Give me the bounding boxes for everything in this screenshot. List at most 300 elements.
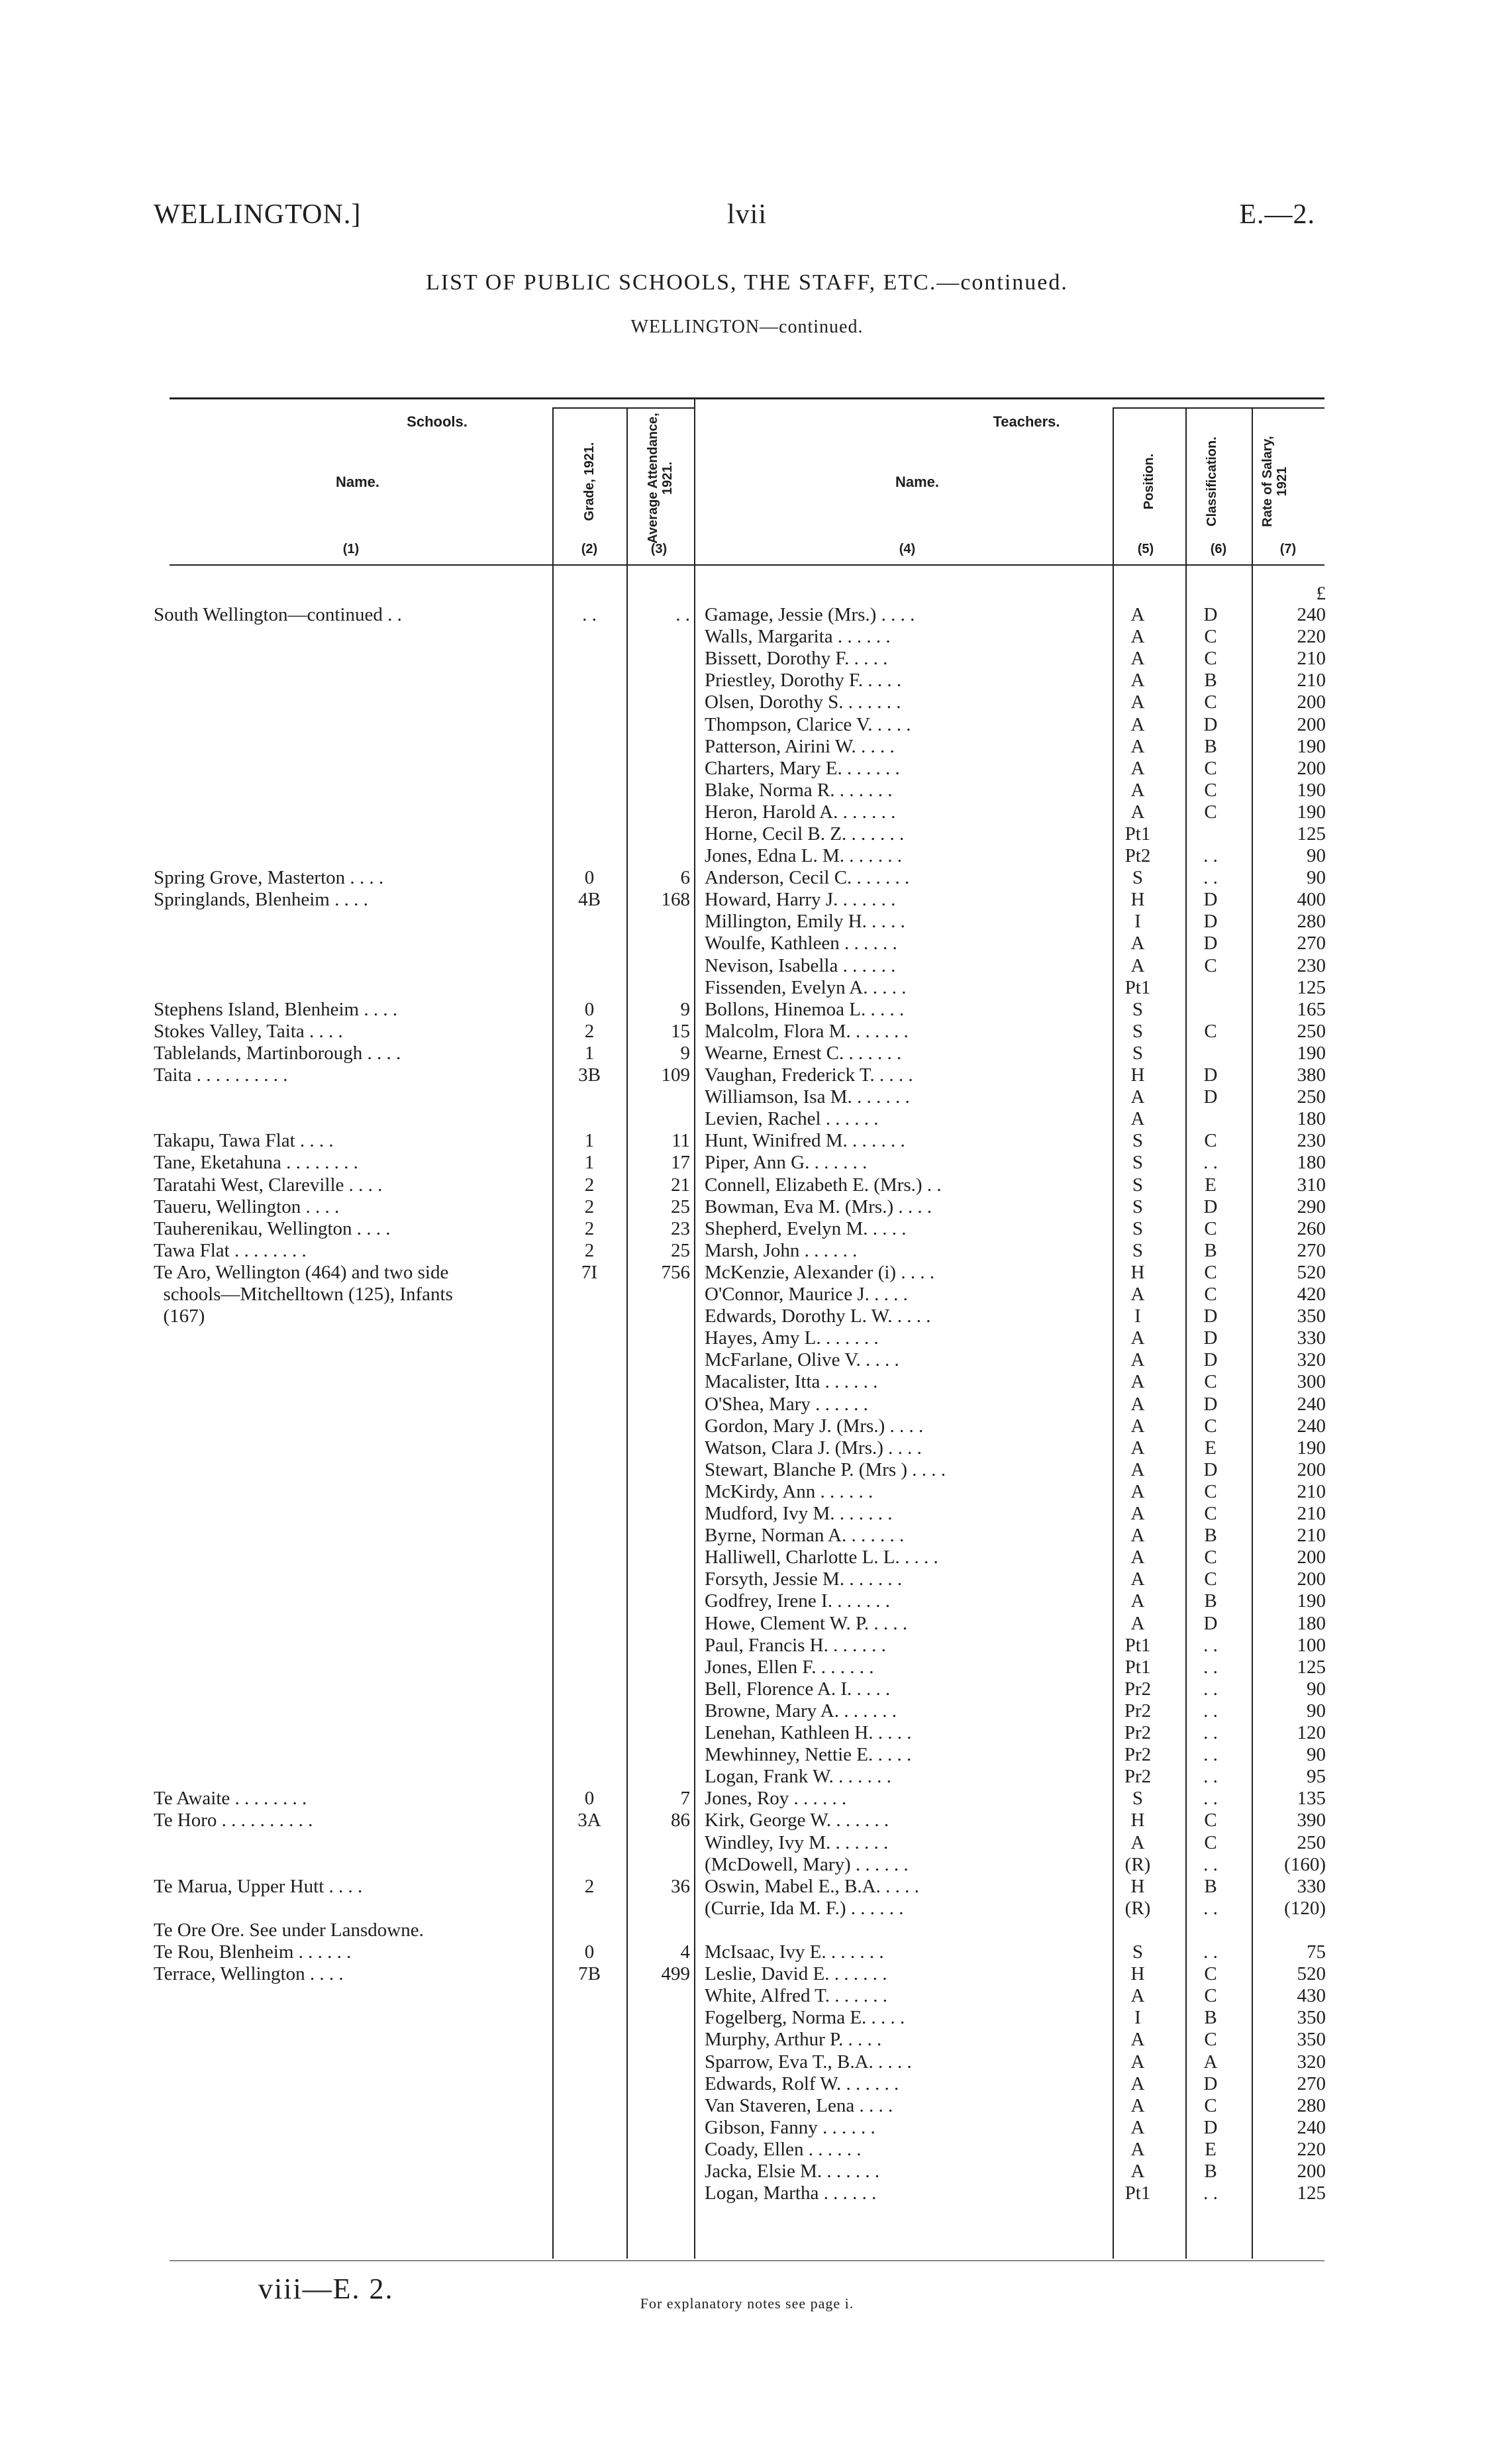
position-cell: Pt1 (1124, 1635, 1151, 1656)
classification-cell: D (1203, 1086, 1218, 1107)
classification-cell: D (1203, 1306, 1218, 1327)
position-cell: A (1130, 1327, 1145, 1349)
school-name: Spring Grove, Masterton . . . . (154, 867, 384, 888)
position-cell: A (1130, 1086, 1145, 1107)
salary-cell: 180 (1297, 1108, 1326, 1129)
teacher-name: Shepherd, Evelyn M. . . . . (705, 1218, 907, 1239)
position-cell: S (1132, 999, 1144, 1020)
salary-cell: 100 (1297, 1635, 1326, 1656)
teacher-name: Oswin, Mabel E., B.A. . . . . (705, 1876, 919, 1897)
running-header-left: WELLINGTON.] (154, 199, 362, 230)
school-name: Taratahi West, Clareville . . . . (154, 1174, 383, 1196)
teacher-name: Hayes, Amy L. . . . . . . (705, 1327, 879, 1349)
teacher-name: Jones, Edna L. M. . . . . . . (705, 845, 903, 866)
classification-cell: . . (1203, 1788, 1218, 1809)
grade-cell: 2 (584, 1876, 595, 1897)
attendance-cell: 6 (680, 867, 690, 888)
classification-cell: B (1204, 1240, 1217, 1261)
classification-cell: . . (1203, 845, 1218, 866)
salary-cell: 180 (1297, 1152, 1326, 1173)
position-cell: A (1130, 1284, 1145, 1305)
grade-cell: . . (582, 604, 597, 625)
classification-cell: . . (1203, 1722, 1218, 1743)
column-number-3: (3) (650, 542, 668, 556)
salary-cell: 260 (1297, 1218, 1326, 1239)
position-cell: H (1130, 1810, 1145, 1831)
position-cell: Pt1 (1124, 977, 1151, 998)
salary-cell: 210 (1297, 1481, 1326, 1502)
salary-cell: 390 (1297, 1810, 1326, 1831)
teacher-name: Fissenden, Evelyn A. . . . . (705, 977, 907, 998)
teacher-name: Walls, Margarita . . . . . . (705, 626, 891, 647)
attendance-cell: 109 (661, 1064, 690, 1086)
teacher-name: Byrne, Norman A. . . . . . . (705, 1525, 905, 1546)
attendance-cell: 86 (671, 1810, 690, 1831)
teacher-name: Stewart, Blanche P. (Mrs ) . . . . (705, 1459, 946, 1480)
school-name: Te Aro, Wellington (464) and two side (154, 1262, 449, 1283)
teacher-name: McKirdy, Ann . . . . . . (705, 1481, 873, 1502)
salary-cell: 220 (1297, 626, 1326, 647)
position-cell: S (1132, 1196, 1144, 1217)
position-cell: A (1130, 648, 1145, 669)
teacher-name: Mewhinney, Nettie E. . . . . (705, 1744, 912, 1765)
attendance-cell: 17 (671, 1152, 690, 1173)
salary-cell: 280 (1297, 2095, 1326, 2116)
salary-cell: 230 (1297, 1130, 1326, 1151)
salary-cell: 290 (1297, 1196, 1326, 1217)
salary-cell: 210 (1297, 670, 1326, 691)
school-name: Te Awaite . . . . . . . . (154, 1788, 307, 1809)
position-cell: A (1130, 1437, 1145, 1459)
salary-cell: 200 (1297, 1459, 1326, 1480)
position-cell: A (1130, 955, 1145, 976)
position-cell: A (1130, 1832, 1145, 1853)
position-cell: Pr2 (1124, 1744, 1152, 1765)
teacher-name: White, Alfred T. . . . . . . (705, 1985, 887, 2006)
position-cell: A (1130, 1590, 1145, 1612)
teacher-name: Olsen, Dorothy S. . . . . . . (705, 692, 901, 713)
teacher-name: Jacka, Elsie M. . . . . . . (705, 2161, 880, 2182)
position-cell: A (1130, 1371, 1145, 1392)
position-cell: S (1132, 1043, 1144, 1064)
classification-cell: B (1204, 1525, 1217, 1546)
classification-cell: C (1204, 1284, 1217, 1305)
attendance-cell: 15 (671, 1021, 690, 1042)
position-cell: H (1130, 1262, 1145, 1283)
classification-cell: . . (1203, 1941, 1218, 1963)
salary-cell: (160) (1284, 1854, 1326, 1875)
classification-cell: . . (1203, 1152, 1218, 1173)
teacher-name: Millington, Emily H. . . . . (705, 911, 905, 932)
salary-cell: 380 (1297, 1064, 1326, 1086)
salary-cell: 300 (1297, 1371, 1326, 1392)
teacher-name: Thompson, Clarice V. . . . . (705, 714, 911, 735)
position-cell: A (1130, 2095, 1145, 2116)
teacher-name: Halliwell, Charlotte L. L. . . . . (705, 1547, 938, 1568)
attendance-header: Average Attendance, 1921. (646, 413, 675, 544)
school-name: Springlands, Blenheim . . . . (154, 889, 368, 910)
page-subtitle: WELLINGTON—continued. (630, 317, 864, 337)
salary-cell: 190 (1297, 780, 1326, 801)
salary-cell: 200 (1297, 2161, 1326, 2182)
salary-cell: 270 (1297, 933, 1326, 954)
salary-cell: 520 (1297, 1963, 1326, 1984)
school-name: Tawa Flat . . . . . . . . (154, 1240, 307, 1261)
classification-cell: . . (1203, 867, 1218, 888)
school-name: Terrace, Wellington . . . . (154, 1963, 344, 1984)
page-number: lvii (726, 199, 767, 230)
teacher-name: Patterson, Airini W. . . . . (705, 736, 895, 757)
teacher-name: Bell, Florence A. I. . . . . (705, 1678, 891, 1700)
position-cell: S (1132, 1941, 1144, 1963)
position-cell: I (1134, 2007, 1141, 2028)
teacher-name: Gamage, Jessie (Mrs.) . . . . (705, 604, 915, 625)
teacher-name: Wearne, Ernest C. . . . . . . (705, 1043, 902, 1064)
salary-cell: 125 (1297, 977, 1326, 998)
position-cell: A (1130, 758, 1145, 779)
salary-cell: 90 (1307, 1744, 1326, 1765)
position-cell: A (1130, 1415, 1145, 1437)
teacher-name: Anderson, Cecil C. . . . . . . (705, 867, 910, 888)
classification-cell: D (1203, 1459, 1218, 1480)
classification-cell: D (1203, 1327, 1218, 1349)
grade-cell: 1 (584, 1130, 595, 1151)
teacher-name: Marsh, John . . . . . . (705, 1240, 858, 1261)
teacher-name: (Currie, Ida M. F.) . . . . . . (705, 1898, 904, 1919)
teacher-name: Watson, Clara J. (Mrs.) . . . . (705, 1437, 922, 1459)
salary-cell: 330 (1297, 1327, 1326, 1349)
salary-cell: 240 (1297, 2117, 1326, 2138)
position-cell: A (1130, 780, 1145, 801)
attendance-cell: 11 (672, 1130, 690, 1151)
position-cell: A (1130, 1108, 1145, 1129)
classification-cell: C (1204, 1832, 1217, 1853)
attendance-cell: 25 (671, 1196, 690, 1217)
position-cell: A (1130, 714, 1145, 735)
teacher-name: Gibson, Fanny . . . . . . (705, 2117, 875, 2138)
school-name: South Wellington—continued . . (154, 604, 402, 625)
classification-cell: D (1203, 911, 1218, 932)
salary-cell: 200 (1297, 758, 1326, 779)
classification-cell: C (1204, 1985, 1217, 2006)
salary-cell: 350 (1297, 2007, 1326, 2028)
position-cell: A (1130, 2139, 1145, 2160)
salary-cell: 120 (1297, 1722, 1326, 1743)
grade-cell: 7I (581, 1262, 598, 1283)
school-name: Te Marua, Upper Hutt . . . . (154, 1876, 363, 1897)
column-number-6: (6) (1210, 542, 1227, 556)
classification-cell: D (1203, 1196, 1218, 1217)
classification-cell: D (1203, 1394, 1218, 1415)
classification-cell: D (1203, 714, 1218, 735)
position-cell: I (1134, 911, 1141, 932)
position-cell: A (1130, 2029, 1145, 2050)
salary-cell: 240 (1297, 1415, 1326, 1437)
school-name: Stokes Valley, Taita . . . . (154, 1021, 343, 1042)
schools-group-header: Schools. (407, 413, 468, 430)
position-cell: S (1132, 1240, 1144, 1261)
column-number-1: (1) (342, 542, 360, 556)
teacher-name: Browne, Mary A. . . . . . . (705, 1700, 897, 1721)
grade-cell: 7B (578, 1963, 601, 1984)
salary-cell: 190 (1297, 1437, 1326, 1459)
grade-cell: 1 (584, 1152, 595, 1173)
salary-cell: 210 (1297, 1503, 1326, 1524)
teacher-name: Fogelberg, Norma E. . . . . (705, 2007, 905, 2028)
classification-cell: . . (1203, 1678, 1218, 1700)
position-cell: Pr2 (1124, 1678, 1152, 1700)
teacher-name: McFarlane, Olive V. . . . . (705, 1349, 899, 1370)
grade-cell: 4B (578, 889, 601, 910)
classification-cell: C (1204, 955, 1217, 976)
teacher-name: Bowman, Eva M. (Mrs.) . . . . (705, 1196, 932, 1217)
teacher-name: Logan, Frank W. . . . . . . (705, 1766, 891, 1787)
grade-header: Grade, 1921. (582, 442, 597, 521)
salary-cell: 280 (1297, 911, 1326, 932)
position-cell: S (1132, 867, 1144, 888)
salary-cell: 420 (1297, 1284, 1326, 1305)
attendance-cell: 168 (661, 889, 690, 910)
position-cell: H (1130, 1064, 1145, 1086)
classification-cell: C (1204, 780, 1217, 801)
grade-cell: 2 (584, 1218, 595, 1239)
classification-cell: C (1204, 1371, 1217, 1392)
teacher-name: (McDowell, Mary) . . . . . . (705, 1854, 909, 1875)
classification-cell: . . (1203, 1766, 1218, 1787)
attendance-cell: . . (675, 604, 690, 625)
school-name: Te Rou, Blenheim . . . . . . (154, 1941, 352, 1963)
classification-cell: . . (1203, 1898, 1218, 1919)
teacher-name: Coady, Ellen . . . . . . (705, 2139, 862, 2160)
teacher-name: Howard, Harry J. . . . . . . (705, 889, 896, 910)
salary-cell: 90 (1307, 845, 1326, 866)
teacher-name: McKenzie, Alexander (i) . . . . (705, 1262, 935, 1283)
classification-cell: . . (1203, 1854, 1218, 1875)
classification-cell: . . (1203, 1635, 1218, 1656)
classification-cell: E (1205, 2139, 1217, 2160)
teacher-name: Bollons, Hinemoa L. . . . . (705, 999, 905, 1020)
teacher-name: Jones, Ellen F. . . . . . . (705, 1657, 874, 1678)
teacher-name: Mudford, Ivy M. . . . . . . (705, 1503, 893, 1524)
position-cell: A (1130, 1503, 1145, 1524)
grade-cell: 2 (584, 1240, 595, 1261)
classification-cell: C (1204, 1810, 1217, 1831)
salary-cell: 520 (1297, 1262, 1326, 1283)
salary-cell: 200 (1297, 1547, 1326, 1568)
classification-cell: D (1203, 933, 1218, 954)
position-cell: S (1132, 1218, 1144, 1239)
grade-cell: 0 (584, 999, 595, 1020)
teacher-name: Howe, Clement W. P. . . . . (705, 1613, 908, 1634)
classification-cell: B (1204, 2007, 1217, 2028)
classification-cell: B (1204, 736, 1217, 757)
teacher-name: Williamson, Isa M. . . . . . . (705, 1086, 910, 1107)
salary-cell: 320 (1297, 1349, 1326, 1370)
position-cell: H (1130, 889, 1145, 910)
teacher-name: Edwards, Dorothy L. W. . . . . (705, 1306, 931, 1327)
classification-cell: D (1203, 889, 1218, 910)
classification-cell: C (1204, 758, 1217, 779)
position-cell: A (1130, 2051, 1145, 2073)
teacher-name: Gordon, Mary J. (Mrs.) . . . . (705, 1415, 924, 1437)
attendance-cell: 7 (680, 1788, 690, 1809)
attendance-cell: 9 (680, 1043, 690, 1064)
classification-cell: C (1204, 1415, 1217, 1437)
salary-cell: 125 (1297, 1657, 1326, 1678)
position-cell: A (1130, 1481, 1145, 1502)
salary-header: Rate of Salary, 1921 (1260, 436, 1289, 527)
school-name: Stephens Island, Blenheim . . . . (154, 999, 398, 1020)
teacher-name: Horne, Cecil B. Z. . . . . . . (705, 823, 905, 845)
salary-cell: 310 (1297, 1174, 1326, 1196)
salary-cell: 210 (1297, 1525, 1326, 1546)
salary-cell: 400 (1297, 889, 1326, 910)
position-cell: A (1130, 1547, 1145, 1568)
position-cell: (R) (1124, 1898, 1151, 1919)
teacher-name: Van Staveren, Lena . . . . (705, 2095, 893, 2116)
classification-cell: E (1205, 1174, 1217, 1196)
salary-cell: 190 (1297, 1590, 1326, 1612)
page-title: LIST OF PUBLIC SCHOOLS, THE STAFF, ETC.—continued. (426, 270, 1068, 295)
salary-cell: 250 (1297, 1832, 1326, 1853)
grade-cell: 2 (584, 1174, 595, 1196)
teacher-name-header: Name. (895, 474, 940, 490)
position-cell: A (1130, 1525, 1145, 1546)
teacher-name: Bissett, Dorothy F. . . . . (705, 648, 888, 669)
school-name: Taueru, Wellington . . . . (154, 1196, 340, 1217)
attendance-cell: 756 (661, 1262, 690, 1283)
classification-cell: A (1203, 2051, 1218, 2073)
classification-cell: C (1204, 692, 1217, 713)
teacher-name: Levien, Rachel . . . . . . (705, 1108, 879, 1129)
classification-cell: D (1203, 1064, 1218, 1086)
salary-cell: 200 (1297, 1568, 1326, 1590)
classification-cell: C (1204, 1547, 1217, 1568)
position-cell: Pr2 (1124, 1700, 1152, 1721)
currency-symbol: £ (1316, 583, 1326, 604)
salary-cell: 190 (1297, 736, 1326, 757)
classification-cell: C (1204, 1262, 1217, 1283)
classification-cell: C (1204, 1481, 1217, 1502)
column-number-5: (5) (1137, 542, 1154, 556)
teacher-name: Lenehan, Kathleen H. . . . . (705, 1722, 912, 1743)
classification-cell: . . (1203, 2182, 1218, 2204)
classification-cell: B (1204, 2161, 1217, 2182)
teacher-name: Charters, Mary E. . . . . . . (705, 758, 900, 779)
teacher-name: Kirk, George W. . . . . . . (705, 1810, 889, 1831)
salary-cell: 230 (1297, 955, 1326, 976)
classification-cell: C (1204, 626, 1217, 647)
salary-cell: 190 (1297, 1043, 1326, 1064)
salary-cell: 190 (1297, 801, 1326, 823)
classification-cell: C (1204, 1130, 1217, 1151)
position-cell: (R) (1124, 1854, 1151, 1875)
teacher-name: Leslie, David E. . . . . . . (705, 1963, 887, 1984)
school-name-header: Name. (335, 474, 380, 490)
classification-cell: C (1204, 1963, 1217, 1984)
column-number-7: (7) (1279, 542, 1297, 556)
position-cell: Pt1 (1124, 823, 1151, 845)
position-cell: A (1130, 604, 1145, 625)
position-cell: A (1130, 2161, 1145, 2182)
position-cell: A (1130, 1394, 1145, 1415)
teacher-name: Paul, Francis H. . . . . . . (705, 1635, 886, 1656)
salary-cell: 270 (1297, 1240, 1326, 1261)
classification-cell: C (1204, 1218, 1217, 1239)
salary-cell: 430 (1297, 1985, 1326, 2006)
salary-cell: 135 (1297, 1788, 1326, 1809)
salary-cell: 75 (1307, 1941, 1326, 1963)
teacher-name: Priestley, Dorothy F. . . . . (705, 670, 902, 691)
classification-cell: . . (1203, 1744, 1218, 1765)
teacher-name: Sparrow, Eva T., B.A. . . . . (705, 2051, 912, 2073)
school-name: Tane, Eketahuna . . . . . . . . (154, 1152, 358, 1173)
position-cell: A (1130, 1613, 1145, 1634)
classification-cell: B (1204, 670, 1217, 691)
teacher-name: Malcolm, Flora M. . . . . . . (705, 1021, 909, 1042)
classification-cell: D (1203, 1613, 1218, 1634)
salary-cell: 180 (1297, 1613, 1326, 1634)
teacher-name: Heron, Harold A. . . . . . . (705, 801, 896, 823)
classification-cell: C (1204, 801, 1217, 823)
salary-cell: 320 (1297, 2051, 1326, 2073)
teacher-name: O'Connor, Maurice J. . . . . (705, 1284, 908, 1305)
position-cell: A (1130, 1459, 1145, 1480)
salary-cell: 165 (1297, 999, 1326, 1020)
salary-cell: 250 (1297, 1086, 1326, 1107)
classification-header: Classification. (1205, 436, 1219, 527)
position-cell: Pt1 (1124, 1657, 1151, 1678)
grade-cell: 0 (584, 1788, 595, 1809)
grade-cell: 3A (577, 1810, 601, 1831)
teacher-name: Windley, Ivy M. . . . . . . (705, 1832, 889, 1853)
teacher-name: Woulfe, Kathleen . . . . . . (705, 933, 897, 954)
school-name: Te Ore Ore. See under Lansdowne. (154, 1920, 424, 1941)
position-cell: A (1130, 1985, 1145, 2006)
teacher-name: Murphy, Arthur P. . . . . (705, 2029, 882, 2050)
classification-cell: B (1204, 1590, 1217, 1612)
salary-cell: 90 (1307, 1700, 1326, 1721)
teacher-name: Hunt, Winifred M. . . . . . . (705, 1130, 905, 1151)
teacher-name: Macalister, Itta . . . . . . (705, 1371, 878, 1392)
column-number-4: (4) (899, 542, 916, 556)
teacher-name: Edwards, Rolf W. . . . . . . (705, 2073, 899, 2094)
classification-cell: D (1203, 2073, 1218, 2094)
attendance-cell: 36 (671, 1876, 690, 1897)
classification-cell: B (1204, 1876, 1217, 1897)
classification-cell: D (1203, 1349, 1218, 1370)
school-name-continued: (167) (154, 1306, 205, 1327)
page-reference: viii—E. 2. (258, 2273, 394, 2305)
classification-cell: D (1203, 604, 1218, 625)
classification-cell: C (1204, 2095, 1217, 2116)
salary-cell: 125 (1297, 2182, 1326, 2204)
position-cell: Pr2 (1124, 1766, 1152, 1787)
document-reference: E.—2. (1239, 199, 1315, 230)
grade-cell: 2 (584, 1196, 595, 1217)
teachers-group-header: Teachers. (993, 413, 1060, 430)
salary-cell: 330 (1297, 1876, 1326, 1897)
position-header: Position. (1142, 453, 1156, 510)
teacher-name: Logan, Martha . . . . . . (705, 2182, 877, 2204)
position-cell: S (1132, 1021, 1144, 1042)
attendance-cell: 9 (680, 999, 690, 1020)
position-cell: Pr2 (1124, 1722, 1152, 1743)
school-name: Tablelands, Martinborough . . . . (154, 1043, 401, 1064)
classification-cell: C (1204, 648, 1217, 669)
attendance-cell: 499 (661, 1963, 690, 1984)
classification-cell: C (1204, 2029, 1217, 2050)
